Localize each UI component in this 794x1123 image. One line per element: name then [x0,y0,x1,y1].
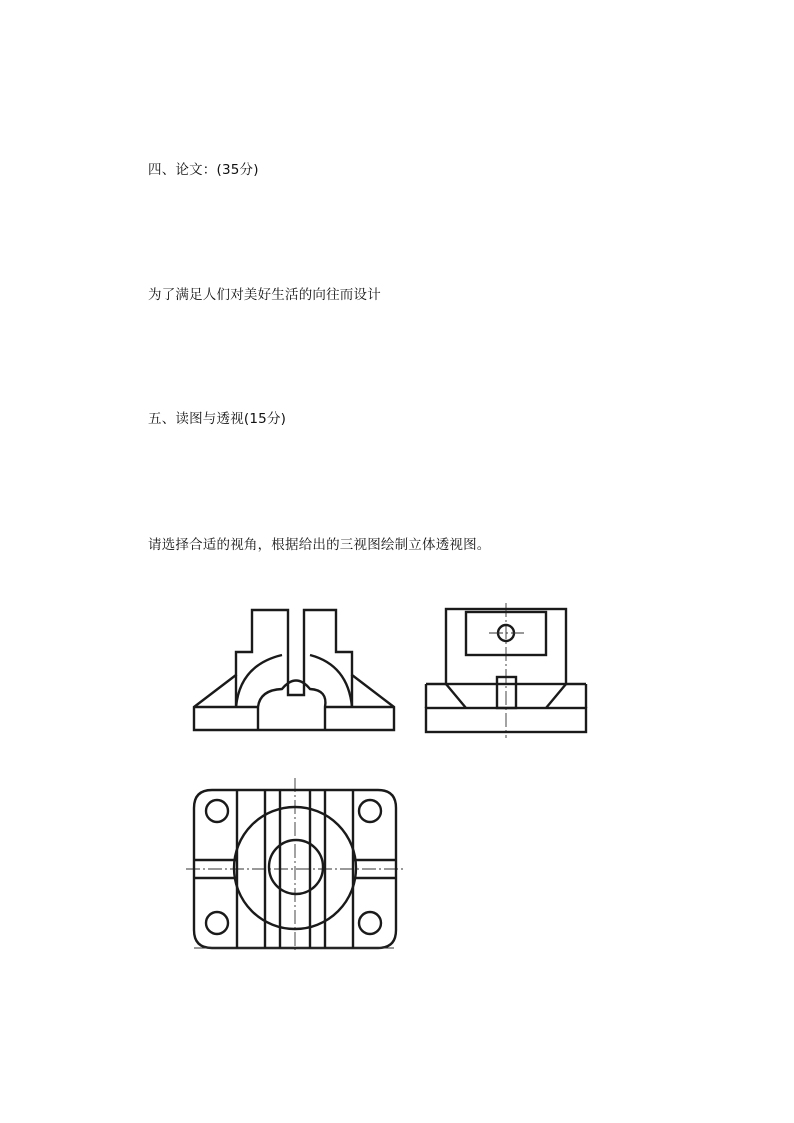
section-five-heading: 五、读图与透视(15分) [148,411,287,427]
section-four-heading: 四、论文：(35分) [148,162,259,178]
essay-topic: 为了满足人们对美好生活的向往而设计 [148,287,381,303]
front-view [194,610,394,730]
drawing-instruction: 请选择合适的视角，根据给出的三视图绘制立体透视图。 [148,537,491,553]
top-view [186,778,404,950]
side-view [426,603,586,738]
